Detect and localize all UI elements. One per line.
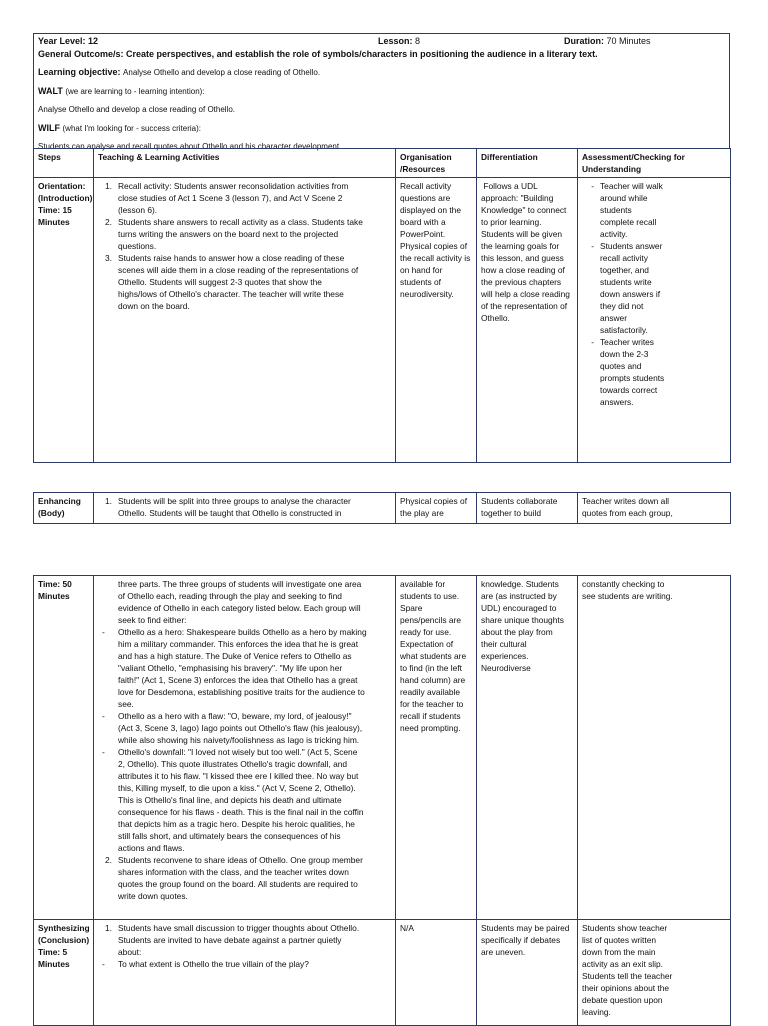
- step-enhancing-time: Time: 50 Minutes: [34, 576, 94, 920]
- step-orientation: Orientation: (Introduction) Time: 15 Minutes: [34, 178, 94, 463]
- enhancing-assessment-start: Teacher writes down all quotes from each group,: [578, 493, 731, 524]
- list-item: - To what extent is Othello the true villain of the play?: [102, 959, 309, 969]
- list-item: - Teacher writes down the 2-3 quotes and prompts students towards correct answers.: [591, 337, 665, 407]
- enhancing-resources: available for students to use. Spare pens/pencils are ready for use. Expectation of what students are to find (in the left hand column) are readily available for the teacher to recall if students need prompting.: [396, 576, 477, 920]
- lesson-table-part-2: [33, 492, 731, 524]
- col-header-steps: Steps: [34, 149, 94, 178]
- lesson-table-part-1: [33, 148, 731, 463]
- list-item: - Students answer recall activity together, and students write down answers if they did not answer satisfactorily.: [591, 241, 663, 335]
- table-row-enhancing: [34, 493, 731, 524]
- list-item: - Teacher will walk around while students complete recall activity.: [591, 181, 663, 239]
- walt: WALT (we are learning to - learning intention):: [38, 86, 205, 96]
- list-item: 2. Students share answers to recall activity as a class. Students take turns writing the answers on the board next to the projected questions.: [105, 217, 363, 251]
- list-item: 1. Students will be split into three groups to analyse the character Othello. Students will be taught that Othello is constructed in: [105, 496, 351, 518]
- col-header-assessment: Assessment/Checking for Understanding: [578, 149, 731, 178]
- enhancing-differentiation: knowledge. Students are (as instructed by UDL) encouraged to share unique thoughts about the play from their cultural experiences. Neurodiverse: [477, 576, 578, 920]
- synthesizing-assessment: Students show teacher list of quotes written down from the main activity as an exit slip. Students tell the teacher their opinions about the debate question upon leaving.: [578, 920, 731, 1026]
- lesson-info-block: [33, 33, 730, 149]
- step-synthesizing: Synthesizing (Conclusion) Time: 5 Minutes: [34, 920, 94, 1026]
- wilf: WILF (what I'm looking for - success criteria):: [38, 123, 201, 133]
- orientation-resources: Recall activity questions are displayed on the board with a PowerPoint. Physical copies of the recall activity is on hand for students of neurodiversity.: [396, 178, 477, 463]
- list-item: 2. Students reconvene to share ideas of Othello. One group member shares information with the class, and the teacher writes down quotes the group found on the board. All students are required to write down quotes.: [105, 855, 363, 901]
- col-header-organisation: Organisation /Resources: [396, 149, 477, 178]
- table-row-enhancing-continued: [34, 576, 731, 920]
- list-item: 1. Students have small discussion to trigger thoughts about Othello. Students are invited to have debate against a partner quietly about:: [105, 923, 360, 957]
- year-level: Year Level: 12: [38, 36, 99, 46]
- table-row-synthesizing: [34, 920, 731, 1026]
- col-header-differentiation: Differentiation: [477, 149, 578, 178]
- lesson-table-part-3: [33, 575, 731, 1026]
- list-item: 3. Students raise hands to answer how a close reading of these scenes will aide them in a close reading of the representations of Othello. Students will suggest 2-3 quotes that show the highs/lows of Othello's character. The teacher will write these down on the board.: [105, 253, 359, 311]
- synthesizing-activities: [94, 920, 396, 1026]
- enhancing-resources-start: Physical copies of the play are: [396, 493, 477, 524]
- lesson-meta-row: [38, 36, 725, 48]
- enhancing-activities-start: [94, 493, 396, 524]
- table-header-row: [34, 149, 731, 178]
- learning-objective: Learning objective: Analyse Othello and develop a close reading of Othello.: [38, 67, 321, 77]
- list-item: - Othello as a hero with a flaw: "O, beware, my lord, of jealousy!" (Act 3, Scene 3, Iago) Iago points out Othello's flaw (his jealousy), while also showing his naivety/foolishness as Iago is tricking him.: [102, 711, 363, 745]
- enhancing-activities: three parts. The three groups of students will investigate one area of Othello each, reading through the play and seeking to find evidence of Othello in each category listed below. Each group will seek to find either: - Othello as a hero: Shakespeare builds Othello as a hero by making him a military commander. This enforces the idea that he is great and has a high stature. The Duke of Venice refers to Othello as "valiant Othello, "emphasising his bravery". "My life upon her faith!" (Act 1, Scene 3) enforces the idea that Othello has a great love for Desdemona, establishing positive traits for the audience to see. - Othello as a hero with a flaw: "O, beware, my lord, of jealousy!" (Act 3, Scene 3, Iago) Iago points out Othello's flaw (his jealousy), while also showing his naivety/foolishness as Iago is tricking him. - Othello's downfall: "I loved not wisely but too well." (Act 5, Scene 2, Othello). This quote illustrates Othello's tragic downfall, and attributes it to his flaw. "I kissed thee ere I killed thee. No way but this, Killing myself, to die upon a kiss." (Act V, Scene 2, Othello). This is Othello's final line, and depicts his death and ultimate consequence for his flaws - death. This is the final nail in the coffin that depicts him as a tragic hero. Despite his heroic qualities, he still falls short, and ultimately bears the consequences of his actions and flaws. 2. Students reconvene to share ideas of Othello. One group member shares information with the class, and the teacher writes down quotes the group found on the board. All students are required to write down quotes.: [94, 576, 396, 920]
- general-outcome: General Outcome/s: Create perspectives, and establish the role of symbols/characters in positioning the audience in a literary text.: [38, 49, 598, 59]
- orientation-differentiation: Follows a UDL approach: "Building Knowledge" to connect to prior learning. Students will be given the learning goals for this lesson, and guess how a close reading of the previous chapters will help a close reading of the representation of Othello.: [477, 178, 578, 463]
- orientation-assessment: [578, 178, 731, 463]
- enhancing-assessment: constantly checking to see students are writing.: [578, 576, 731, 920]
- enhancing-differentiation-start: Students collaborate together to build: [477, 493, 578, 524]
- list-item: - Othello as a hero: Shakespeare builds Othello as a hero by making him a military commander. This enforces the idea that he is great and has a high stature. The Duke of Venice refers to Othello as "valiant Othello, "emphasising his bravery". "My life upon her faith!" (Act 1, Scene 3) enforces the idea that Othello has a great love for Desdemona, establishing positive traits for the audience to see.: [102, 627, 367, 709]
- synthesizing-resources: N/A: [396, 920, 477, 1026]
- walt-value: Analyse Othello and develop a close reading of Othello.: [38, 105, 236, 114]
- col-header-activities: Teaching & Learning Activities: [94, 149, 396, 178]
- list-item: - Othello's downfall: "I loved not wisely but too well." (Act 5, Scene 2, Othello). This quote illustrates Othello's tragic downfall, and attributes it to his flaw. "I kissed thee ere I killed thee. No way but this, Killing myself, to die upon a kiss." (Act V, Scene 2, Othello). This is Othello's final line, and depicts his death and ultimate consequence for his flaws - death. This is the final nail in the coffin that depicts him as a tragic hero. Despite his heroic qualities, he still falls short, and ultimately bears the consequences of his actions and flaws.: [102, 747, 364, 853]
- list-item: 1. Recall activity: Students answer reconsolidation activities from close studies of Act 1 Scene 3 (lesson 7), and Act V Scene 2 (lesson 6).: [105, 181, 349, 215]
- orientation-activities: [94, 178, 396, 463]
- synthesizing-differentiation: Students may be paired specifically if debates are uneven.: [477, 920, 578, 1026]
- table-row-orientation: [34, 178, 731, 463]
- duration: Duration: 70 Minutes: [564, 36, 651, 46]
- wilf-value: Students can analyse and recall quotes about Othello and his character development.: [38, 142, 342, 151]
- lesson-number: Lesson: 8: [378, 36, 421, 46]
- step-enhancing: Enhancing (Body): [34, 493, 94, 524]
